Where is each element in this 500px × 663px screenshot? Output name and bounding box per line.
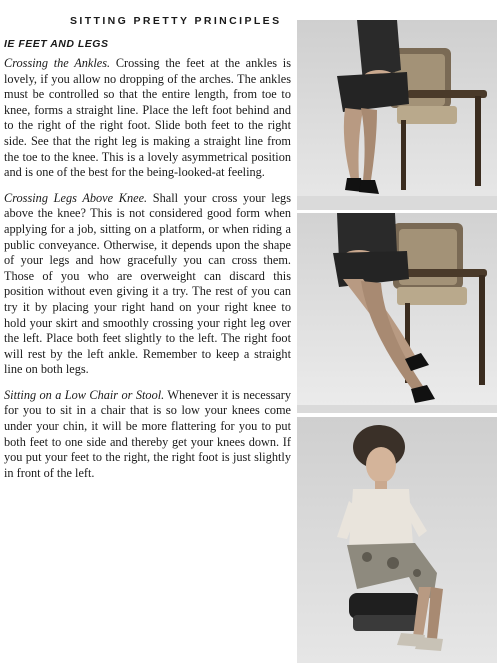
paragraph-body: Shall your cross your legs above the knee? This is not considered good form when applying for a job, sitting on a platform, or when riding a public conveyance. Otherwise, it depends upon the shape of your legs and how gracefully you can cross them. Those of you who are overweight can discard this position without even giving it a try. The rest of you can try it by placing your right hand on your right knee to hold your skirt and smoothly crossing your right leg over the left. Place both feet slightly to the left. The right foot will rest by the left ankle. Remember to keep a straight line on both legs. <box>4 190 291 377</box>
paragraph-crossing-legs <box>4 191 291 378</box>
paragraph-lead: Crossing Legs Above Knee. <box>4 190 148 205</box>
paragraph-lead: Crossing the Ankles. <box>4 56 111 70</box>
paragraph-crossing-ankles <box>4 56 291 181</box>
paragraph-low-chair <box>4 388 291 482</box>
section-heading: IE FEET AND LEGS <box>4 38 109 50</box>
paragraph-body: Crossing the feet at the ankles is lovely, if you allow no dropping of the arches. The ankles must be controlled so that the entire length, from toe to knee, forms a straight line. Place the left foot behind and to the right of the right foot. Slide both feet to the right side. See that the right leg is making a straight line from the toe to the knee. This is a lovely asymmetrical position and is one of the best for the being-looked-at feeling. <box>4 56 292 180</box>
paragraph-lead: Sitting on a Low Chair or Stool. <box>4 387 165 402</box>
text-column <box>4 38 291 491</box>
photo-ankles-crossed <box>297 20 497 210</box>
running-header: SITTING PRETTY PRINCIPLES <box>70 15 282 27</box>
photo-low-stool <box>297 417 497 663</box>
photo-legs-crossed <box>297 213 497 413</box>
paragraph-body: Whenever it is necessary for you to sit in a chair that is so low your knees come under your chin, it will be more flattering for you to put both feet to one side and thereby get your knees down. If you put your feet to the right, the right foot is just slightly in front of the left. <box>4 387 291 480</box>
